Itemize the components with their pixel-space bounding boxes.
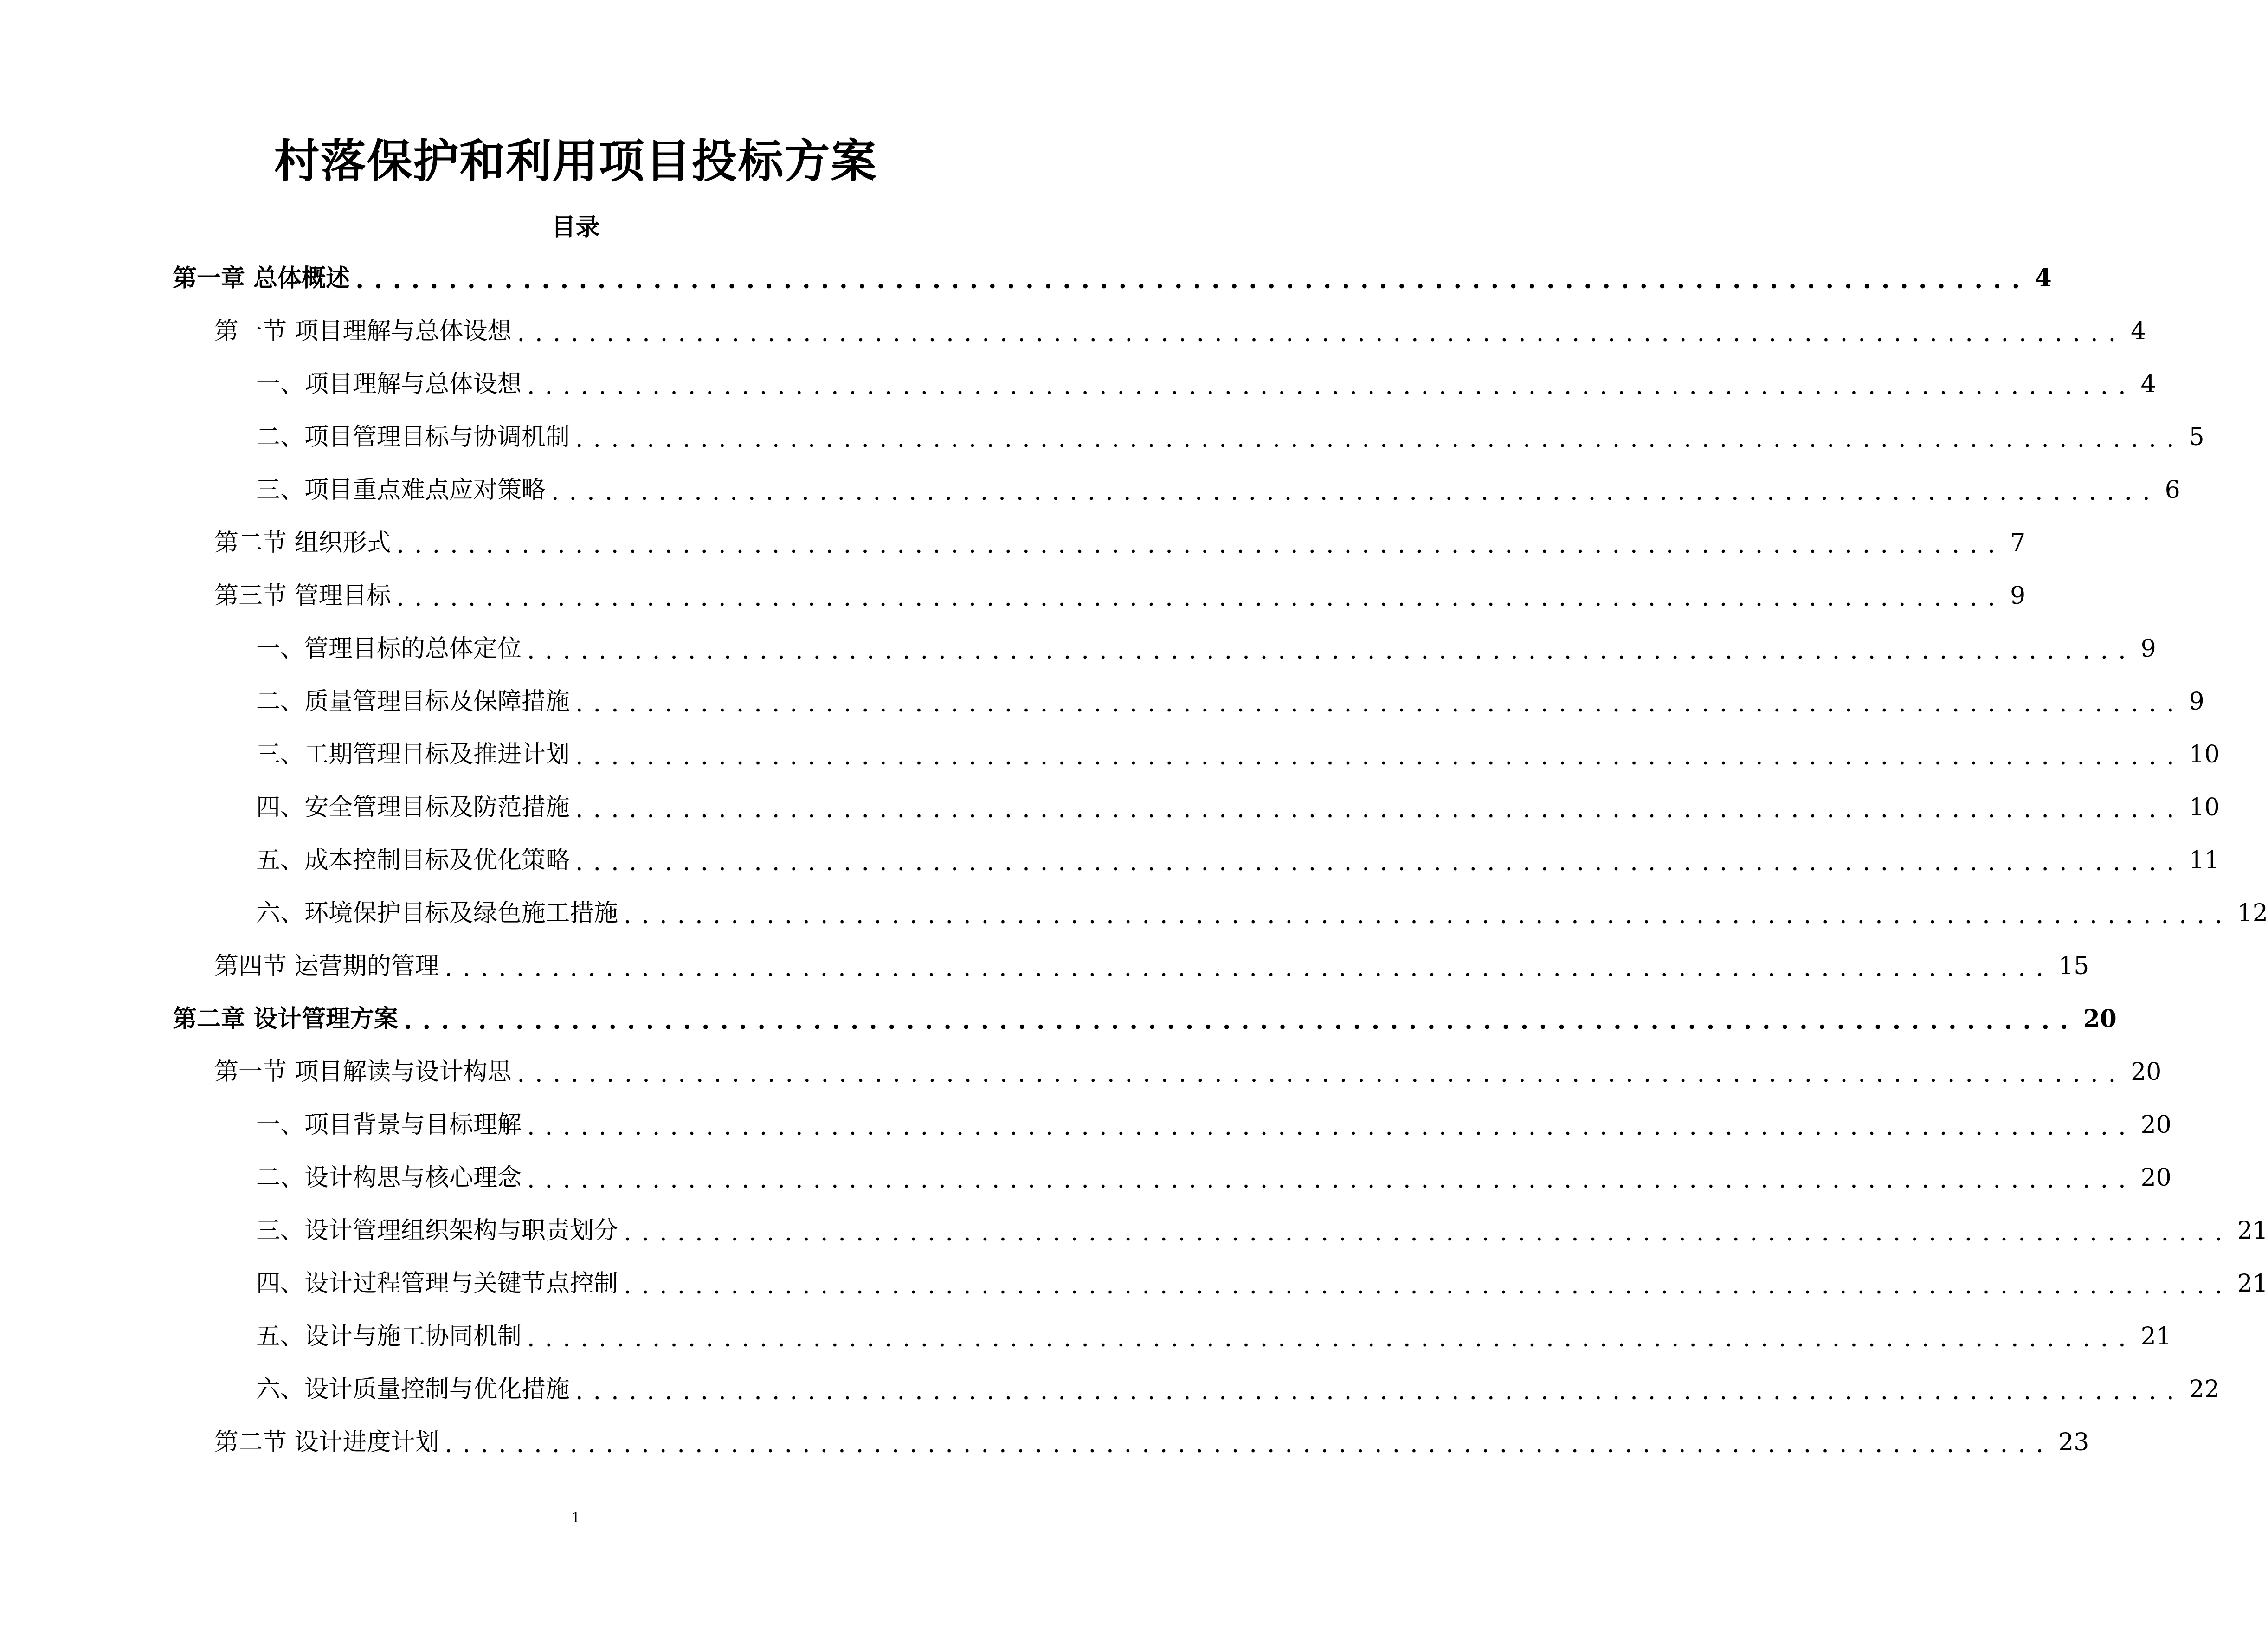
- toc-entry[interactable]: [214, 948, 2089, 985]
- toc-dot-leader: ..........................................................................................: [517, 319, 2126, 347]
- toc-entry[interactable]: [256, 1159, 2171, 1196]
- toc-entry-page: 11: [2184, 842, 2220, 879]
- toc-entry-label: 三、项目重点难点应对策略: [256, 472, 551, 509]
- toc-entry-page: 7: [2005, 524, 2025, 562]
- toc-entry-label: 二、项目管理目标与协调机制: [256, 419, 575, 456]
- toc-dot-leader: ..........................................................................................: [527, 1113, 2136, 1141]
- toc-dot-leader: ..........................................................................................: [445, 954, 2054, 982]
- toc-entry[interactable]: [256, 895, 2268, 932]
- toc-dot-leader: ..........................................................................................: [527, 372, 2136, 400]
- toc-entry-page: 12: [2233, 895, 2268, 932]
- toc-dot-leader: ..........................................................................................: [575, 1377, 2184, 1405]
- toc-entry-page: 4: [2030, 260, 2051, 297]
- toc-dot-leader: ..........................................................................................: [517, 1060, 2126, 1088]
- toc-entry[interactable]: [214, 577, 2026, 614]
- toc-entry-label: 六、设计质量控制与优化措施: [256, 1371, 575, 1408]
- toc-entry-label: 第二节 设计进度计划: [214, 1424, 445, 1461]
- toc-entry[interactable]: [256, 366, 2156, 403]
- toc-dot-leader: ..........................................................................................: [527, 1324, 2136, 1352]
- toc-entry-page: 22: [2184, 1371, 2220, 1408]
- toc-dot-leader: ..........................................................................................: [527, 1166, 2136, 1194]
- toc-entry-page: 10: [2184, 736, 2220, 773]
- toc-entry-label: 三、设计管理组织架构与职责划分: [256, 1212, 624, 1249]
- toc-entry-label: 第一节 项目解读与设计构思: [214, 1053, 517, 1091]
- toc-entry-page: 20: [2078, 1001, 2116, 1038]
- toc-entry-label: 第二节 组织形式: [214, 524, 397, 562]
- toc-entry[interactable]: [256, 1212, 2268, 1249]
- toc-entry-page: 21: [2136, 1318, 2171, 1355]
- toc-dot-leader: ..........................................................................................: [575, 425, 2184, 453]
- toc-entry[interactable]: [256, 1265, 2268, 1302]
- toc-entry-page: 21: [2233, 1212, 2268, 1249]
- toc-entry-page: 9: [2136, 630, 2156, 667]
- toc-entry-label: 一、管理目标的总体定位: [256, 630, 527, 667]
- toc-entry-page: 10: [2184, 789, 2220, 826]
- toc-entry-page: 4: [2126, 313, 2146, 350]
- toc-entry[interactable]: [173, 260, 2052, 297]
- toc-entry[interactable]: [256, 736, 2220, 773]
- toc-entry-label: 六、环境保护目标及绿色施工措施: [256, 895, 624, 932]
- toc-dot-leader: ..........................................................................................: [551, 478, 2160, 506]
- toc-dot-leader: ..........................................................................................: [396, 584, 2006, 612]
- toc-dot-leader: ..........................................................................................: [575, 743, 2184, 770]
- toc-dot-leader: ..........................................................................................: [575, 690, 2184, 717]
- toc-dot-leader: ..........................................................................................: [624, 901, 2233, 929]
- toc-entry[interactable]: [214, 524, 2026, 562]
- toc-entry-page: 15: [2054, 948, 2089, 985]
- toc-entry[interactable]: [256, 842, 2220, 879]
- toc-entry-label: 五、成本控制目标及优化策略: [256, 842, 575, 879]
- toc-entry[interactable]: [256, 419, 2204, 456]
- toc-entry-page: 23: [2054, 1424, 2089, 1461]
- toc-entry[interactable]: [256, 1106, 2171, 1143]
- toc-entry-page: 21: [2233, 1265, 2268, 1302]
- toc-entry[interactable]: [256, 630, 2156, 667]
- toc-dot-leader: ..........................................................................................: [355, 266, 2030, 294]
- toc-entry-page: 20: [2136, 1106, 2171, 1143]
- toc-entry-label: 五、设计与施工协同机制: [256, 1318, 527, 1355]
- toc-entry-label: 一、项目背景与目标理解: [256, 1106, 527, 1143]
- toc-entry-page: 4: [2136, 366, 2156, 403]
- toc-dot-leader: ..........................................................................................: [396, 531, 2006, 559]
- toc-entry[interactable]: [256, 683, 2204, 720]
- toc-entry[interactable]: [214, 1424, 2089, 1461]
- toc-dot-leader: ..........................................................................................: [404, 1007, 2079, 1035]
- toc-entry[interactable]: [214, 1053, 2162, 1091]
- toc-entry-page: 9: [2184, 683, 2204, 720]
- toc-entry-label: 第三节 管理目标: [214, 577, 397, 614]
- page-number: 1: [572, 1509, 580, 1526]
- toc-entry-label: 第一节 项目理解与总体设想: [214, 313, 517, 350]
- toc-entry[interactable]: [256, 1371, 2220, 1408]
- toc-entry[interactable]: [256, 472, 2180, 509]
- toc-entry-page: 9: [2005, 577, 2025, 614]
- toc-entry[interactable]: [173, 1001, 2117, 1038]
- toc-dot-leader: ..........................................................................................: [575, 848, 2184, 876]
- toc-entry-label: 一、项目理解与总体设想: [256, 366, 527, 403]
- toc-entry-label: 第四节 运营期的管理: [214, 948, 445, 985]
- toc-entry[interactable]: [256, 1318, 2171, 1355]
- toc-entry-label: 第一章 总体概述: [173, 260, 355, 297]
- toc-dot-leader: ..........................................................................................: [624, 1272, 2233, 1299]
- toc-entry-page: 20: [2126, 1053, 2161, 1091]
- toc-entry-page: 6: [2160, 472, 2180, 509]
- toc-entry[interactable]: [256, 789, 2220, 826]
- toc-dot-leader: ..........................................................................................: [624, 1219, 2233, 1247]
- toc-heading: 目录: [551, 213, 600, 241]
- toc-entry-label: 二、设计构思与核心理念: [256, 1159, 527, 1196]
- toc-entry-label: 四、安全管理目标及防范措施: [256, 789, 575, 826]
- toc-dot-leader: ..........................................................................................: [575, 795, 2184, 823]
- toc-dot-leader: ..........................................................................................: [445, 1430, 2054, 1458]
- toc-dot-leader: ..........................................................................................: [527, 637, 2136, 665]
- toc-entry-label: 第二章 设计管理方案: [173, 1001, 404, 1038]
- toc-entry-label: 三、工期管理目标及推进计划: [256, 736, 575, 773]
- document-title: 村落保护和利用项目投标方案: [274, 135, 877, 188]
- toc-entry-page: 20: [2136, 1159, 2171, 1196]
- toc-entry-label: 四、设计过程管理与关键节点控制: [256, 1265, 624, 1302]
- toc-entry-label: 二、质量管理目标及保障措施: [256, 683, 575, 720]
- toc-entry-page: 5: [2184, 419, 2204, 456]
- toc-entry[interactable]: [214, 313, 2146, 350]
